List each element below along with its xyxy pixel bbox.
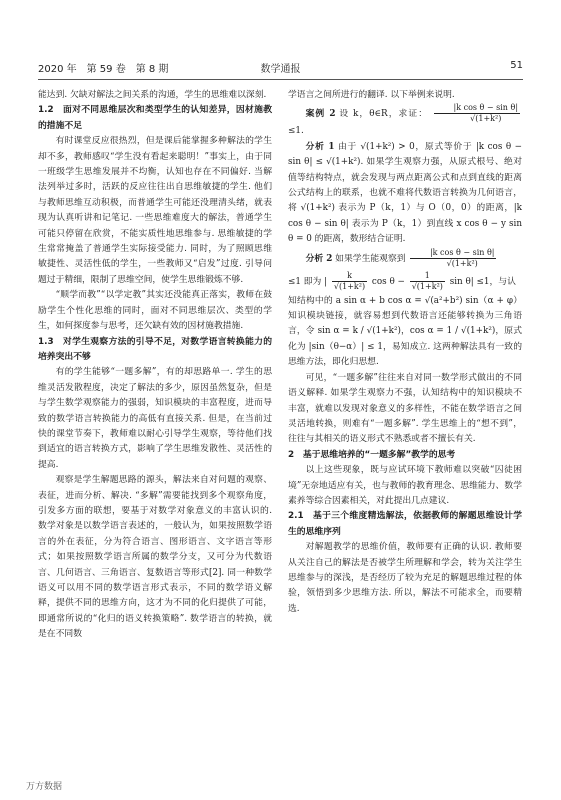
right-column xyxy=(288,88,522,617)
analysis-2-equation xyxy=(288,271,522,292)
header-page-number: 51 xyxy=(510,60,523,71)
analysis-2 xyxy=(288,248,522,269)
analysis-1-text: 由于 √(1+k²) > 0，原式等价于 |k cos θ − sin θ| ≤ √(1+k²). 如果学生观察力强，从原式根号、绝对值等结构特点，就会发现与两点距离公式和点到直线的距离公式结构上的联系，也就不难将代数语言转换为几何语言，将 √(1+k²) 表示为 P（k，1）与 O（0，0）的距离，|k cos θ − sin θ| 表示为 P（k，1）到直线 x cos θ − y sin θ = 0 的距离，数形结合证明. xyxy=(288,141,523,245)
fraction-denominator: √(1+k²) xyxy=(411,281,443,291)
equation-text: cos θ − xyxy=(371,276,405,287)
section-heading-2-1: 2.1 基于三个维度精选解法，依据教师的解题思维设计学生的思维序列 xyxy=(288,511,522,537)
header-journal: 数学通报 xyxy=(260,64,301,75)
analysis-1-label: 分析 1 xyxy=(305,141,335,152)
paragraph: 可见，“一题多解”往往来自对同一数学形式做出的不同语义解释. 如果学生观察力不强，认知结构中的知识模块不丰富，就难以发现对象意义的多样性，不能在数学语言之间灵活地转换，则难有“一题多解”. 学生思维上的“想不到”，往往与其相关的语义形式不熟悉或者不擅长有关. xyxy=(288,372,522,445)
case-tail: ≤1. xyxy=(288,126,304,137)
analysis-2-fraction xyxy=(410,248,496,269)
case-text: 设 k，θ∈R，求证： xyxy=(339,109,429,120)
paragraph: 学语言之间所进行的翻译. 以下举例来说明. xyxy=(288,90,455,100)
fraction-numerator: 1 xyxy=(410,271,445,282)
case-fraction xyxy=(434,103,520,124)
fraction-denominator: √(1+k²) xyxy=(446,258,478,268)
footer-watermark: 万方数据 xyxy=(26,782,63,792)
case-2 xyxy=(288,103,522,139)
section-heading-1-3: 1.3 对学生观察方法的引导不足，对数学语言转换能力的培养突出不够 xyxy=(38,336,272,362)
fraction-numerator: |k cos θ − sin θ| xyxy=(434,103,520,114)
fraction-numerator: |k cos θ − sin θ| xyxy=(410,248,496,259)
equation-text: sin θ| ≤1，与认 xyxy=(449,276,516,287)
header-issue: 2020 年 第 59 卷 第 8 期 xyxy=(38,64,169,75)
analysis-2-label: 分析 2 xyxy=(305,253,333,264)
paragraph: 有的学生能够“一题多解”，有的却思路单一. 学生的思维灵活发散程度，决定了解法的多少，原因虽然复杂，但是与学生数学观察能力的强弱，知识模块的丰富程度，进而导致的数学语言转换能力的高低有直接关系. 但是，在当前过快的课堂节奏下，教师难以耐心引导学生观察，等待他们找到适宜的语言转换方式，影响了学生思维发散性、灵活性的提高. xyxy=(38,367,272,470)
header-rule xyxy=(38,79,523,80)
running-header xyxy=(38,60,523,74)
paragraph: 知结构中的 a sin α + b cos α = √(a²+b²) sin（α + φ）知识模块链接，就容易想到代数语言还能够转换为三角语言，令 sin α = k / √(1+k²)，cos α = 1 / √(1+k²)，原式化为 |sin（θ−α）| ≤ 1，易知成立. 这两种解法具有一致的思维方法，即化归思想. xyxy=(288,295,522,368)
fraction-denominator: √(1+k²) xyxy=(333,281,366,291)
fraction-denominator: √(1+k²) xyxy=(470,114,502,124)
fraction-numerator: k xyxy=(332,271,367,282)
analysis-1 xyxy=(288,140,522,248)
analysis-2-text: 如果学生能观察到 xyxy=(335,253,406,264)
equation-text: ≤1 即为 xyxy=(288,276,322,287)
section-heading-2: 2 基于思维培养的“一题多解”教学的思考 xyxy=(288,449,456,460)
paragraph: 对解题教学的思维价值，教师要有正确的认识. 教师要从关注自己的解法是否被学生所理解和学会，转为关注学生思维参与的深浅，是否经历了较为充足的解题思维过程的体验，领悟到多少思维方法. 所以，解法不可能求全，而要精选. xyxy=(288,542,522,614)
paragraph: 观察是学生解题思路的源头，解法来自对问题的观察、表征，进而分析、解决. “多解”需要能找到多个观察角度，引发多方面的联想，要基于对数学对象意义的丰富认识的. 数学对象是以数学语言表述的，一般认为，如果按照数学语言的外在表征，分为符合语言、图形语言、文字语言等形式；如果按照数学语言所属的数学分支，又可分为代数语言、几何语言、三角语言、复数语言等形式[2]. 同一种数学语义可以用不同的数学语言形式表示，不同的数学语义解释，提供不同的思维方向，这才为不同的化归提供了可能，即通常所说的“化归的语义转换策略”. 数学语言的转换，就是在不同数 xyxy=(38,475,272,640)
paragraph: “顺学而教”“以学定教”其实还没能真正落实，教师在鼓励学生个性化思维的同时，面对不同思维层次、类型的学生，如何探度参与思考，还欠缺有效的因材施教措施. xyxy=(38,290,272,332)
equation-fraction-2 xyxy=(410,271,445,292)
left-column xyxy=(38,88,272,643)
section-heading-1-2: 1.2 面对不同思维层次和类型学生的认知差异，因材施教的措施不足 xyxy=(38,105,272,131)
abs-bar: | xyxy=(324,276,328,287)
paragraph: 能达到. 欠缺对解法之间关系的沟通，学生的思维难以深刻. xyxy=(38,90,267,100)
paragraph: 以上这些现象，既与应试环境下教师难以突破“囚徒困境”无奈地适应有关，也与教师的教育理念、思维能力、数学素养等综合因素相关，对此提出几点建议. xyxy=(288,465,522,506)
paragraph: 有时课堂反应很热烈，但是课后能掌握多种解法的学生却不多，教师感叹“学生没有看起来聪明！”事实上，由于同一班级学生思维发展并不均衡，认知也存在不同偏好. 当解法列举过多时，活跃的反应往往出自思维敏捷的学生. 他们与教师思维互动积极，而普通学生可能还没理清头绪，就表现为认真听讲和记笔记. 一些思维难度大的解法，普通学生可能只停留在欣赏，不能实质性地思维参与. 思维敏捷的学生常常掩盖了普通学生实际接受能力. 同时，为了照顾思维敏捷性、灵活性低的学生，一些教师又“启发”过度. 引导问题过于精细，限制了思维空间，使学生思维锻炼不够. xyxy=(38,136,272,285)
case-label: 案例 2 xyxy=(305,109,336,120)
equation-fraction-1 xyxy=(332,271,367,292)
